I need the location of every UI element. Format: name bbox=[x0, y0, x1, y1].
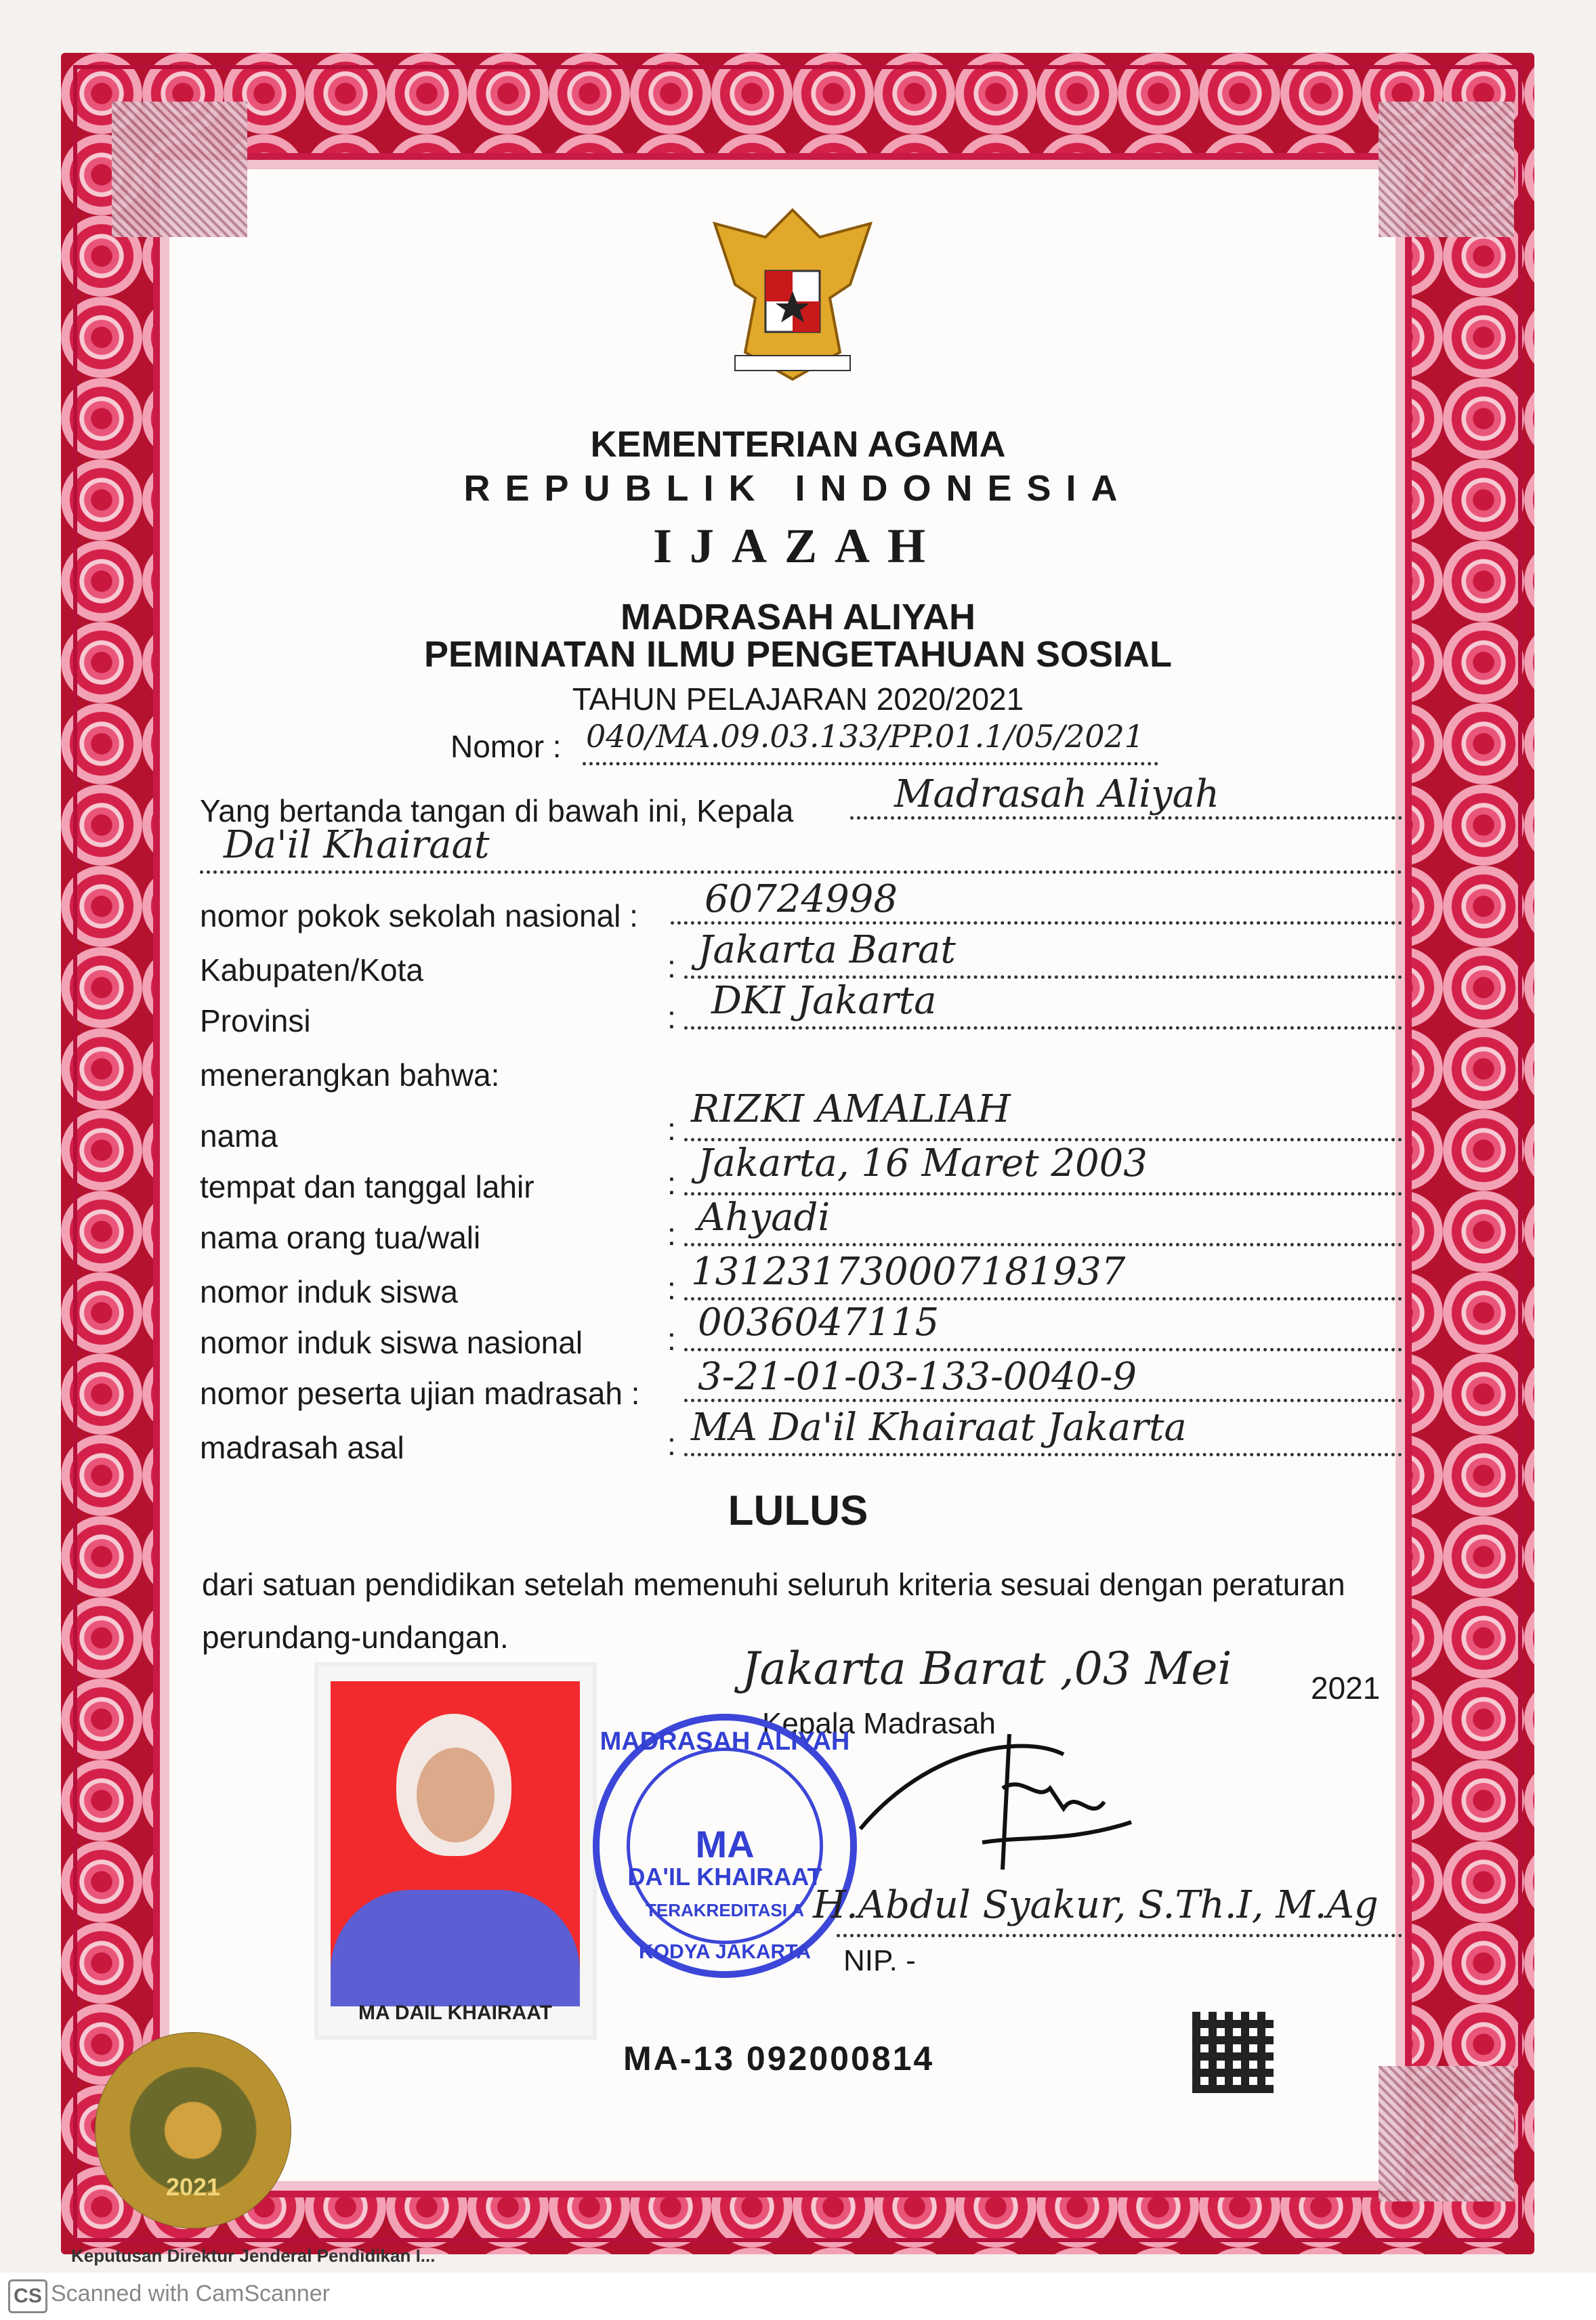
school-stamp bbox=[593, 1714, 857, 1978]
intro-value-line2: Da'il Khairaat bbox=[224, 823, 490, 867]
footer-note: Keputusan Direktur Jenderal Pendidikan I... bbox=[71, 2245, 436, 2266]
field-label: nomor induk siswa bbox=[200, 1274, 458, 1309]
field-colon: : bbox=[667, 1271, 676, 1306]
field-value: 3-21-01-03-133-0040-9 bbox=[698, 1355, 1137, 1399]
field-label: Kabupaten/Kota bbox=[200, 952, 423, 988]
stamp-top-text: MADRASAH ALIYAH bbox=[600, 1727, 850, 1756]
signature-line bbox=[837, 1934, 1402, 1937]
field-line bbox=[671, 921, 1402, 925]
field-label: nama bbox=[200, 1118, 278, 1154]
signature-title: Kepala Madrasah bbox=[762, 1707, 996, 1740]
school-level: MADRASAH ALIYAH bbox=[620, 597, 976, 637]
field-colon: : bbox=[667, 1427, 676, 1462]
hologram-year: 2021 bbox=[165, 2173, 221, 2201]
student-photo bbox=[318, 1666, 593, 2036]
field-label: madrasah asal bbox=[200, 1430, 404, 1465]
academic-year: TAHUN PELAJARAN 2020/2021 bbox=[572, 681, 1024, 717]
garuda-emblem-icon bbox=[694, 196, 891, 393]
field-label: menerangkan bahwa: bbox=[200, 1057, 500, 1093]
field-value: Jakarta Barat bbox=[698, 928, 956, 972]
field-label: nomor peserta ujian madrasah : bbox=[200, 1376, 640, 1411]
field-value: DKI Jakarta bbox=[711, 979, 937, 1023]
number-value: 040/MA.09.03.133/PP.01.1/05/2021 bbox=[586, 718, 1145, 755]
field-line bbox=[684, 1243, 1402, 1246]
signature-place-date: Jakarta Barat ,03 Mei bbox=[742, 1643, 1232, 1695]
corner-ornament-top-right bbox=[1379, 102, 1514, 237]
field-label: nama orang tua/wali bbox=[200, 1220, 481, 1255]
result-heading: LULUS bbox=[728, 1488, 868, 1534]
field-line bbox=[684, 1453, 1402, 1456]
intro-label: Yang bertanda tangan di bawah ini, Kepala bbox=[200, 793, 794, 828]
field-value: 0036047115 bbox=[698, 1301, 940, 1345]
certificate-serial: MA-13 092000814 bbox=[623, 2040, 935, 2078]
field-colon: : bbox=[667, 1217, 676, 1252]
stamp-status-text: TERAKREDITASI A bbox=[646, 1900, 804, 1920]
field-colon: : bbox=[667, 1000, 676, 1035]
country-title: REPUBLIK INDONESIA bbox=[463, 468, 1133, 509]
camscanner-logo-icon: CS bbox=[8, 2279, 47, 2313]
corner-ornament-top-left bbox=[112, 102, 247, 237]
stamp-name-text: DA'IL KHAIRAAT bbox=[627, 1863, 822, 1891]
intro-line1 bbox=[850, 816, 1402, 820]
field-colon: : bbox=[667, 1322, 676, 1357]
scanner-watermark bbox=[0, 2273, 1596, 2320]
field-label: nomor induk siswa nasional bbox=[200, 1325, 583, 1360]
field-value: 60724998 bbox=[705, 877, 898, 921]
field-value: Ahyadi bbox=[698, 1196, 831, 1240]
hologram-seal-icon bbox=[95, 2032, 291, 2229]
statement-text: dari satuan pendidikan setelah memenuhi seluruh kriteria sesuai dengan peraturan perundang-undangan. bbox=[202, 1567, 1345, 1655]
signatory-nip: NIP. - bbox=[843, 1944, 916, 1977]
document-title: IJAZAH bbox=[652, 519, 944, 573]
signatory-name: H.Abdul Syakur, S.Th.I, M.Ag bbox=[813, 1883, 1379, 1927]
photo-caption: MA DAIL KHAIRAAT bbox=[358, 2002, 553, 2024]
number-label: Nomor : bbox=[450, 729, 562, 764]
intro-value-line1: Madrasah Aliyah bbox=[894, 772, 1220, 816]
ministry-title: KEMENTERIAN AGAMA bbox=[590, 424, 1006, 465]
field-label: nomor pokok sekolah nasional : bbox=[200, 898, 638, 933]
field-label: Provinsi bbox=[200, 1003, 311, 1038]
intro-line2 bbox=[200, 870, 1402, 874]
field-colon: : bbox=[667, 1166, 676, 1201]
field-line bbox=[684, 1348, 1402, 1351]
field-label: tempat dan tanggal lahir bbox=[200, 1169, 534, 1204]
number-line bbox=[583, 762, 1158, 765]
stamp-logo-text: MA bbox=[695, 1823, 755, 1865]
field-value: MA Da'il Khairaat Jakarta bbox=[691, 1406, 1187, 1450]
field-value: Jakarta, 16 Maret 2003 bbox=[698, 1141, 1148, 1185]
corner-ornament-bottom-right bbox=[1379, 2066, 1514, 2201]
signature-year: 2021 bbox=[1311, 1670, 1381, 1706]
stamp-bottom-text: KODYA JAKARTA bbox=[639, 1941, 811, 1963]
field-colon: : bbox=[667, 949, 676, 984]
program-title: PEMINATAN ILMU PENGETAHUAN SOSIAL bbox=[424, 634, 1172, 675]
field-value: 131231730007181937 bbox=[691, 1250, 1126, 1294]
field-line bbox=[684, 1026, 1402, 1030]
handwritten-signature-icon bbox=[847, 1707, 1185, 1883]
field-line bbox=[684, 1399, 1402, 1402]
field-colon: : bbox=[667, 1112, 676, 1147]
qr-code-icon bbox=[1192, 2012, 1274, 2093]
field-value: RIZKI AMALIAH bbox=[691, 1087, 1011, 1131]
scanner-text: Scanned with CamScanner bbox=[51, 2281, 331, 2306]
